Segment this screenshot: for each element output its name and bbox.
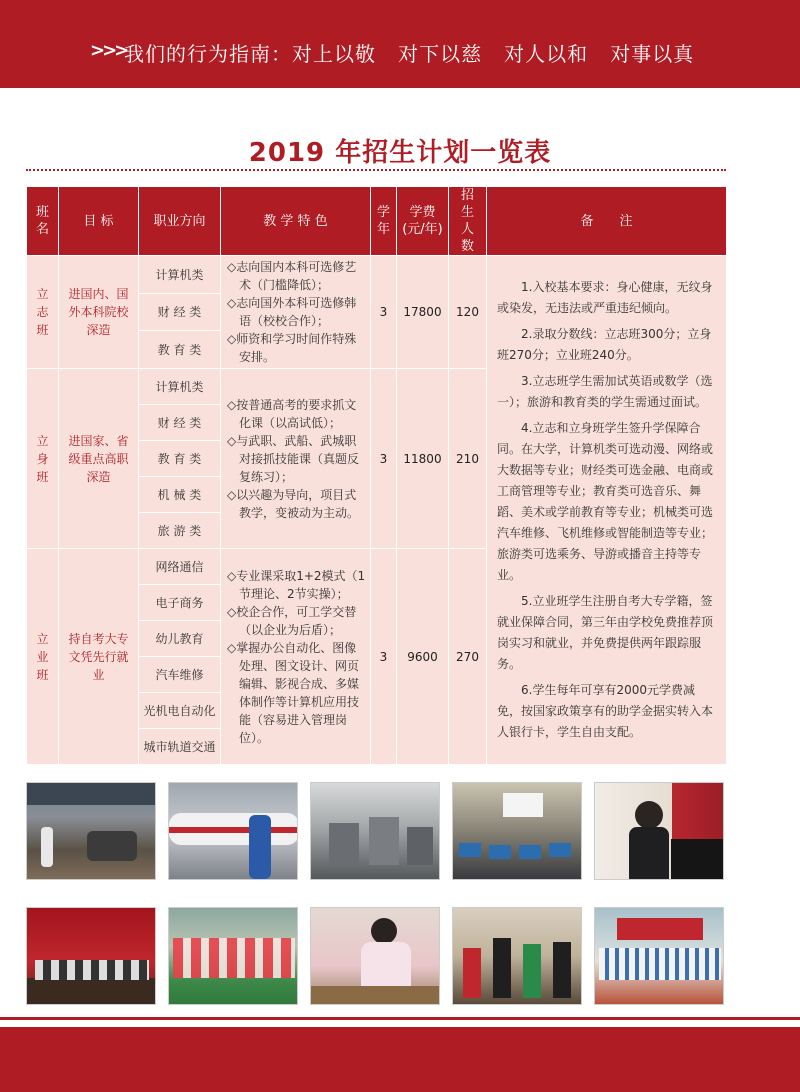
fee-cell: 17800 bbox=[397, 256, 449, 369]
title-divider bbox=[26, 169, 726, 171]
direction-cell: 光机电自动化 bbox=[139, 693, 221, 729]
outdoor-assembly-photo bbox=[594, 907, 724, 1005]
header-goal: 目 标 bbox=[59, 187, 139, 256]
top-banner bbox=[0, 0, 800, 88]
stage-concert-photo bbox=[26, 907, 156, 1005]
years-cell: 3 bbox=[371, 369, 397, 549]
quota-cell: 120 bbox=[449, 256, 487, 369]
direction-cell: 财 经 类 bbox=[139, 293, 221, 331]
bottom-banner bbox=[0, 1027, 800, 1092]
cnc-lab-photo bbox=[310, 782, 440, 880]
quota-cell: 270 bbox=[449, 549, 487, 765]
piano-teacher-photo bbox=[594, 782, 724, 880]
direction-cell: 汽车维修 bbox=[139, 657, 221, 693]
table-header-row bbox=[27, 187, 727, 256]
page-title: 2019 年招生计划一览表 bbox=[248, 138, 552, 168]
feature-item: ◇校企合作，可工学交替（以企业为后盾）； bbox=[227, 604, 357, 637]
years-cell: 3 bbox=[371, 256, 397, 369]
remark-item: 6.学生每年可享有2000元学费减免，按国家政策享有的助学金据实转入本人银行卡，学生自由支配。 bbox=[497, 683, 714, 739]
martial-arts-photo bbox=[452, 907, 582, 1005]
quota-cell: 210 bbox=[449, 369, 487, 549]
remark-item: 2.录取分数线：立志班300分；立身班270分；立业班240分。 bbox=[497, 327, 712, 362]
header-fee: 学费(元/年) bbox=[397, 187, 449, 256]
remark-item: 4.立志和立身班学生签升学保障合同。在大学，计算机类可选动漫、网络或大数据等专业；财经类可选金融、电商或工商管理等专业；教育类可选音乐、舞蹈、美术或学前教育等专业；机械类可选汽车维修、飞机维修或智能制造等专业；旅游类可选乘务、导游或播音主持等专业。 bbox=[497, 421, 714, 582]
remark-item: 1.入校基本要求：身心健康，无纹身或染发，无违法或严重违纪倾向。 bbox=[497, 280, 713, 315]
header-remarks: 备 注 bbox=[487, 187, 727, 256]
remark-item: 5.立业班学生注册自考大专学籍，签就业保障合同，第三年由学校免费推荐顶岗实习和就业，并免费提供两年跟踪服务。 bbox=[497, 594, 714, 671]
computer-lab-photo bbox=[452, 782, 582, 880]
direction-cell: 机 械 类 bbox=[139, 477, 221, 513]
features-cell bbox=[221, 256, 371, 369]
enrollment-plan-table bbox=[26, 186, 727, 765]
direction-cell: 旅 游 类 bbox=[139, 513, 221, 549]
feature-item: ◇志向国内本科可选修艺术（门槛降低）； bbox=[227, 260, 357, 292]
double-arrow-icon: >>> bbox=[90, 40, 127, 61]
direction-cell: 城市轨道交通 bbox=[139, 729, 221, 765]
direction-cell: 计算机类 bbox=[139, 369, 221, 405]
feature-item: ◇以兴趣为导向，项目式教学，变被动为主动。 bbox=[227, 487, 360, 520]
direction-cell: 网络通信 bbox=[139, 549, 221, 585]
direction-cell: 计算机类 bbox=[139, 256, 221, 294]
direction-cell: 电子商务 bbox=[139, 585, 221, 621]
guzheng-player-photo bbox=[310, 907, 440, 1005]
features-cell bbox=[221, 549, 371, 765]
header-direction: 职业方向 bbox=[139, 187, 221, 256]
remark-item: 3.立志班学生需加试英语或数学（选一）；旅游和教育类的学生需通过面试。 bbox=[497, 374, 713, 409]
group-dance-photo bbox=[168, 907, 298, 1005]
direction-cell: 教 育 类 bbox=[139, 441, 221, 477]
years-cell: 3 bbox=[371, 549, 397, 765]
remarks-cell bbox=[487, 256, 727, 765]
header-class: 班名 bbox=[27, 187, 59, 256]
table-row bbox=[27, 256, 727, 294]
aircraft-maintenance-photo bbox=[168, 782, 298, 880]
feature-item: ◇与武职、武船、武城职对接抓技能课（真题反复练习）； bbox=[227, 433, 360, 484]
feature-item: ◇师资和学习时间作特殊安排。 bbox=[227, 332, 357, 364]
class-name: 立业班 bbox=[27, 549, 59, 765]
feature-item: ◇专业课采取1+2模式（1节理论、2节实操）； bbox=[227, 568, 366, 601]
feature-item: ◇掌握办公自动化、图像处理、图文设计、网页编辑、影视合成、多媒体制作等计算机应用技能（容易进入管理岗位）。 bbox=[227, 640, 360, 745]
goal-cell: 进国内、国外本科院校深造 bbox=[59, 256, 139, 369]
goal-cell: 进国家、省级重点高职深造 bbox=[59, 369, 139, 549]
header-quota: 招生人数 bbox=[449, 187, 487, 256]
fee-cell: 11800 bbox=[397, 369, 449, 549]
bottom-divider bbox=[0, 1017, 800, 1020]
direction-cell: 教 育 类 bbox=[139, 331, 221, 369]
fee-cell: 9600 bbox=[397, 549, 449, 765]
goal-cell: 持自考大专文凭先行就业 bbox=[59, 549, 139, 765]
direction-cell: 幼儿教育 bbox=[139, 621, 221, 657]
header-features: 教 学 特 色 bbox=[221, 187, 371, 256]
motto-text: 我们的行为指南：对上以敬 对下以慈 对人以和 对事以真 bbox=[124, 42, 695, 66]
feature-item: ◇按普通高考的要求抓文化课（以高试低）； bbox=[227, 397, 357, 430]
features-cell bbox=[221, 369, 371, 549]
direction-cell: 财 经 类 bbox=[139, 405, 221, 441]
header-years: 学年 bbox=[371, 187, 397, 256]
class-name: 立身班 bbox=[27, 369, 59, 549]
feature-item: ◇志向国外本科可选修韩语（校校合作）； bbox=[227, 296, 357, 328]
auto-workshop-photo bbox=[26, 782, 156, 880]
class-name: 立志班 bbox=[27, 256, 59, 369]
